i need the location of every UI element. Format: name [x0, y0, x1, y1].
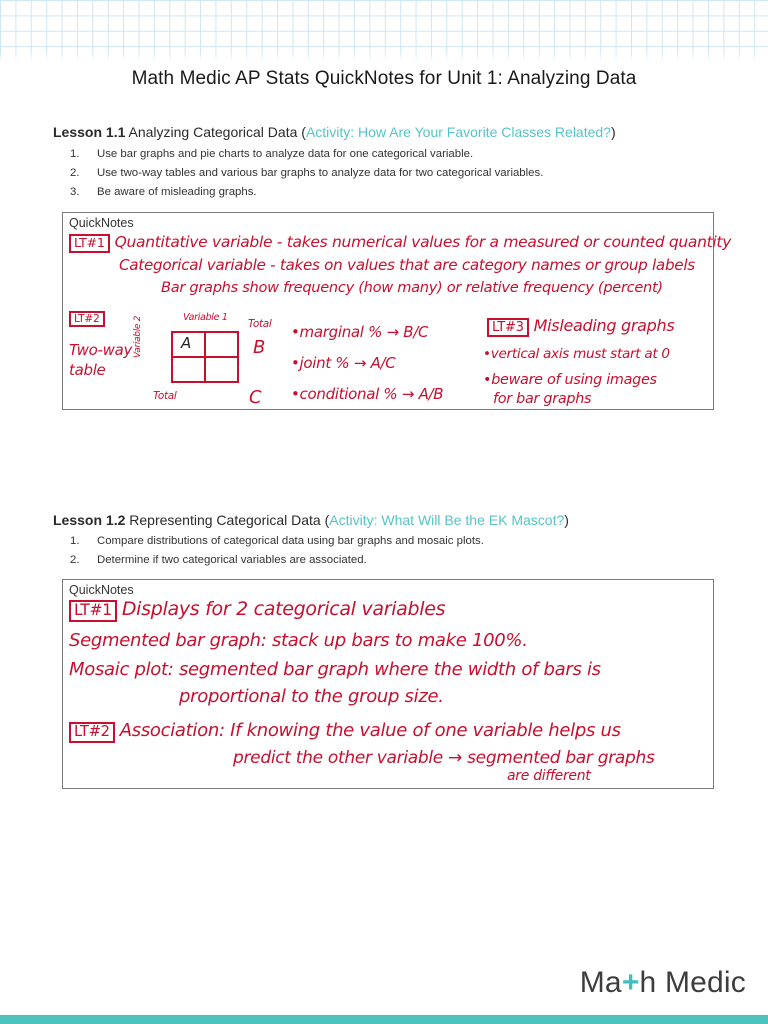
paren-close: ): [564, 512, 569, 528]
two-way-label: Two-way: [69, 341, 133, 359]
quicknotes-label: QuickNotes: [69, 216, 134, 230]
lesson-1-1-heading: [53, 124, 616, 140]
lesson-1-2-heading: [53, 512, 569, 528]
lt1-quantitative: LT#1 Quantitative variable - takes numerical values for a measured or counted quantity: [69, 233, 731, 253]
lt3-point-3: for bar graphs: [493, 391, 592, 407]
objective-item: 3. Be aware of misleading graphs.: [70, 186, 257, 198]
variable-2-label: Variable 2: [133, 315, 143, 358]
paren-open: (: [324, 512, 330, 528]
lt2-association: LT#2 Association: If knowing the value of one variable helps us: [69, 720, 621, 743]
joint-percent: •joint % → A/C: [291, 354, 396, 372]
total-top-label: Total: [248, 318, 272, 330]
marginal-percent: •marginal % → B/C: [291, 323, 429, 341]
association-2: predict the other variable → segmented bar graphs: [233, 748, 655, 768]
segmented-bar-graph: Segmented bar graph: stack up bars to make 100%.: [69, 630, 528, 651]
plus-icon: +: [621, 966, 640, 999]
graph-paper-header: [0, 0, 768, 62]
paren-close: ): [610, 124, 616, 140]
variable-1-label: Variable 1: [183, 312, 228, 323]
quicknotes-box-1: [62, 212, 732, 410]
objective-item: 2. Use two-way tables and various bar graphs to analyze data for two categorical variables.: [70, 167, 544, 179]
lt-badge: LT#1: [69, 234, 110, 253]
total-c: C: [249, 387, 262, 408]
conditional-percent: •conditional % → A/B: [291, 385, 444, 403]
cell-a: A: [181, 334, 191, 352]
objective-item: 1. Use bar graphs and pie charts to analyze data for one categorical variable.: [70, 148, 474, 160]
lt3-point-1: •vertical axis must start at 0: [483, 346, 670, 362]
lt-badge: LT#2: [69, 722, 115, 743]
lt-badge: LT#3: [487, 318, 529, 337]
total-bottom-label: Total: [153, 390, 177, 402]
lt3-point-2: •beware of using images: [483, 372, 657, 388]
lt1-bar-graphs: Bar graphs show frequency (how many) or relative frequency (percent): [161, 279, 663, 296]
quicknotes-box-2: [62, 579, 714, 789]
mosaic-plot-2: proportional to the group size.: [179, 686, 444, 707]
total-b: B: [253, 337, 266, 358]
lesson-number: Lesson 1.2: [53, 512, 126, 528]
math-medic-logo: Ma+h Medic: [579, 966, 746, 999]
objective-item: 2. Determine if two categorical variables are associated.: [70, 554, 367, 566]
lesson-number: Lesson 1.1: [53, 124, 126, 140]
quicknotes-label: QuickNotes: [69, 583, 134, 597]
mosaic-plot-1: Mosaic plot: segmented bar graph where the width of bars is: [69, 659, 601, 680]
lesson-1-1-objectives: [70, 145, 543, 202]
table-label: table: [69, 361, 106, 379]
lt2-badge-wrap: [69, 311, 110, 327]
activity-link[interactable]: Activity: What Will Be the EK Mascot?: [329, 512, 565, 528]
page-title: Math Medic AP Stats QuickNotes for Unit 1: Analyzing Data: [131, 68, 637, 89]
lt1-categorical: Categorical variable - takes on values that are category names or group labels: [119, 256, 695, 274]
lt1-displays: LT#1 Displays for 2 categorical variables: [69, 598, 445, 622]
lesson-1-2-objectives: [70, 532, 484, 570]
paren-open: (: [301, 124, 306, 140]
lt-badge: LT#1: [69, 600, 117, 622]
activity-link[interactable]: Activity: How Are Your Favorite Classes Related?: [305, 124, 611, 140]
footer-accent-bar: [0, 1015, 768, 1024]
objective-item: 1. Compare distributions of categorical data using bar graphs and mosaic plots.: [70, 535, 484, 547]
lesson-title: Representing Categorical Data: [129, 512, 321, 528]
lt3-misleading: LT#3 Misleading graphs: [487, 316, 674, 337]
lt-badge: LT#2: [69, 311, 105, 327]
lesson-title: Analyzing Categorical Data: [128, 124, 298, 140]
association-3: are different: [507, 768, 591, 784]
